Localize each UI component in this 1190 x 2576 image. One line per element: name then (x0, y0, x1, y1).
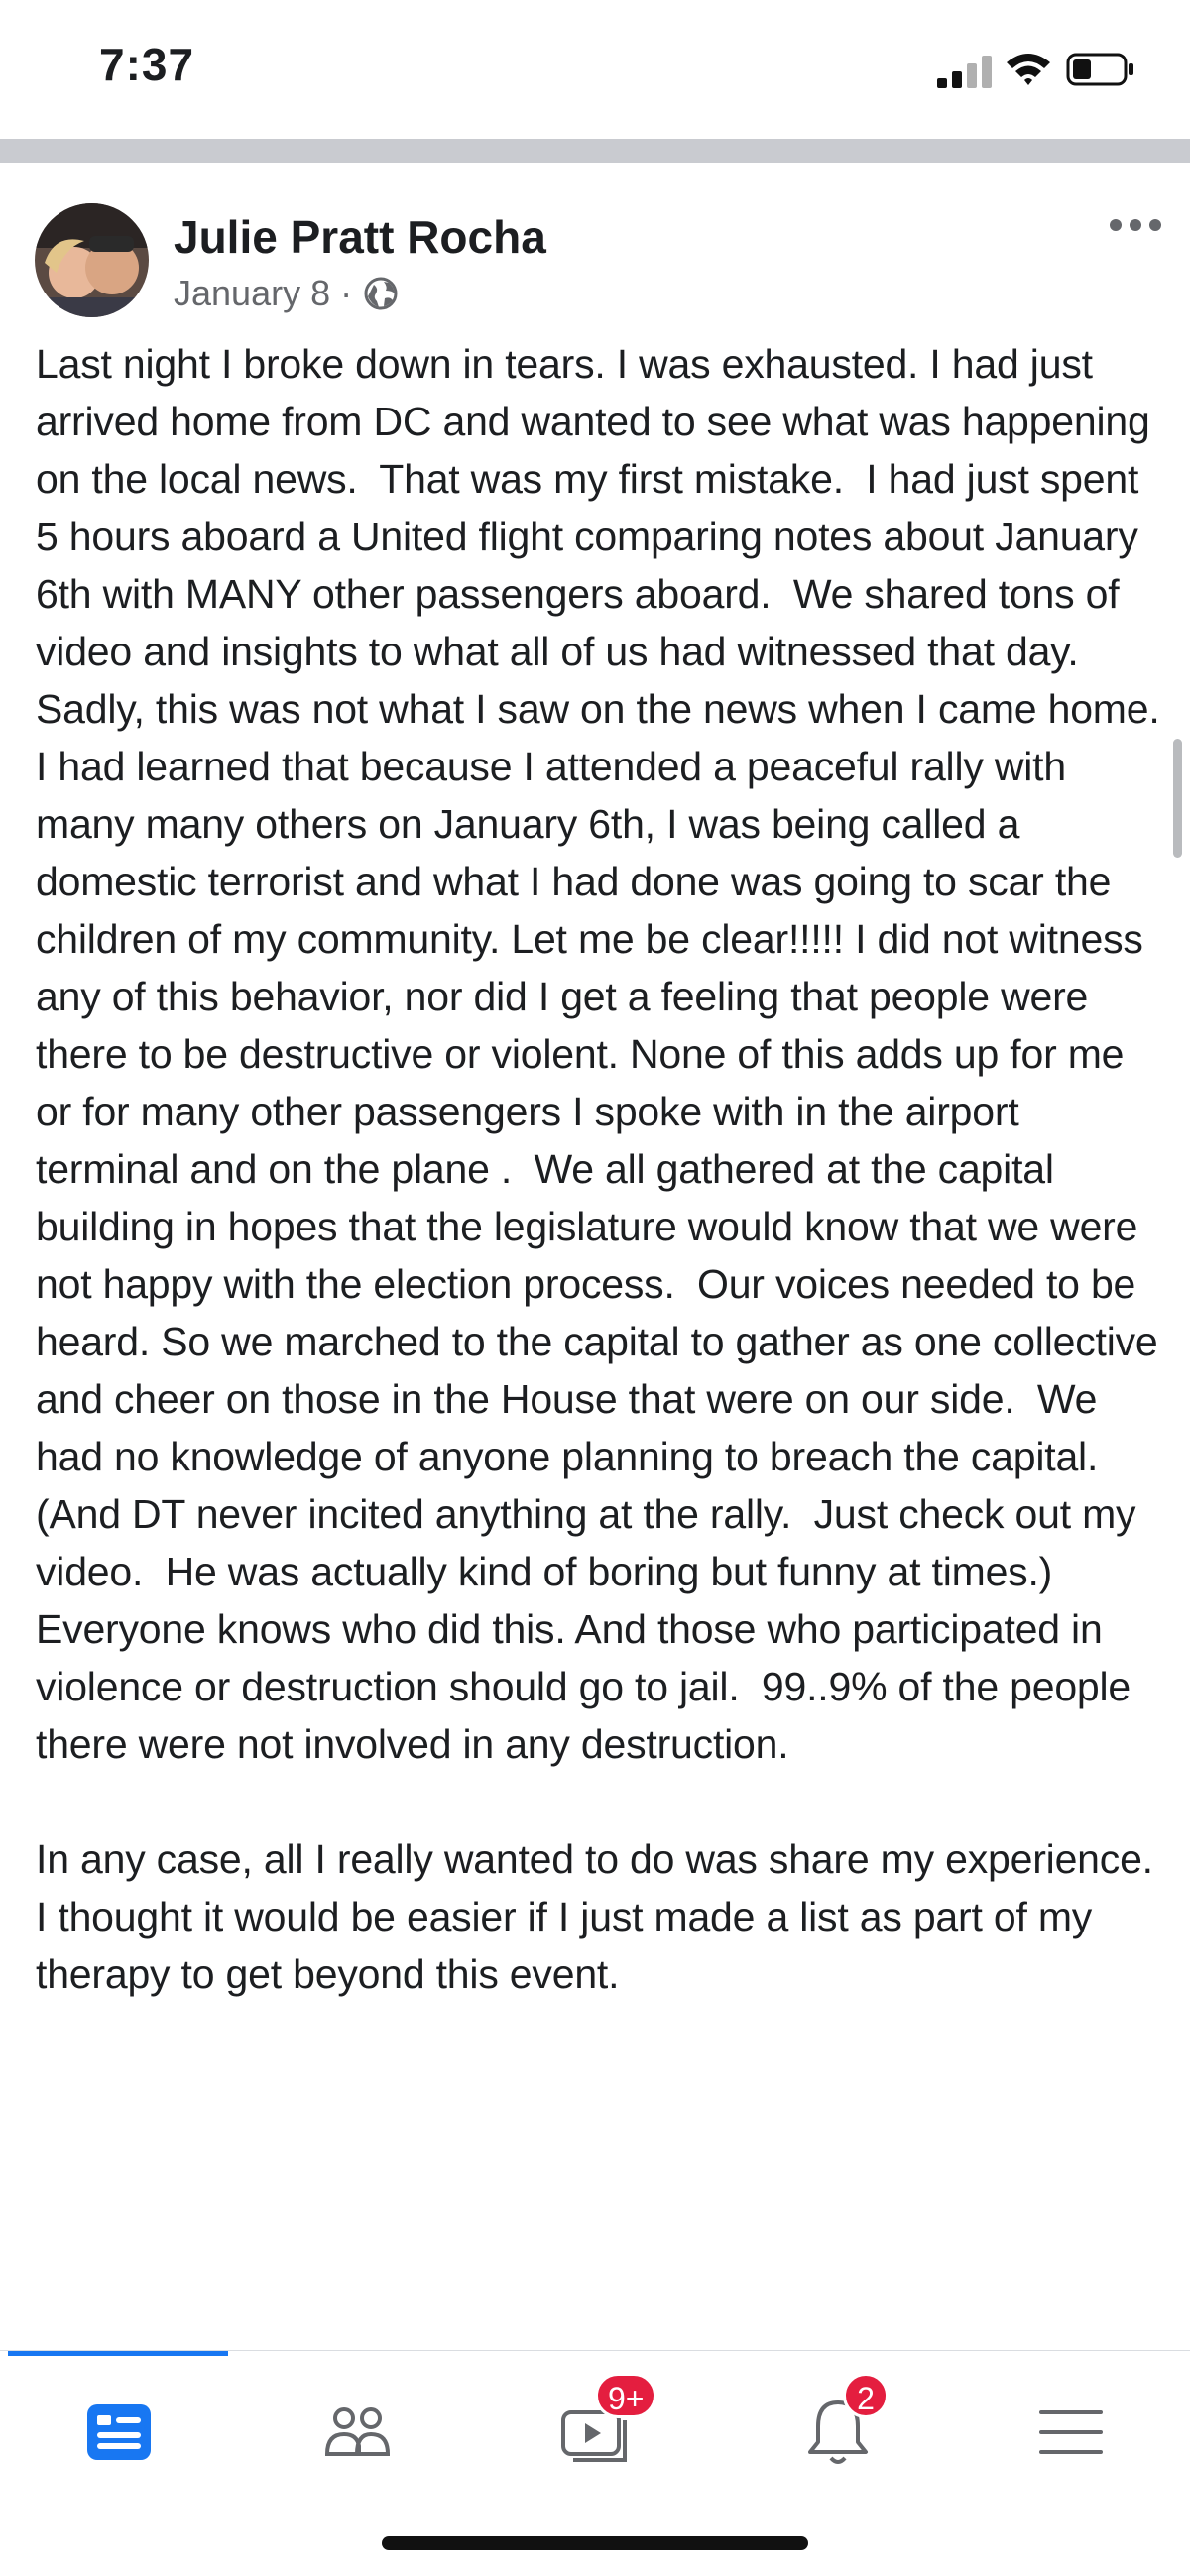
active-tab-indicator (8, 2351, 228, 2356)
news-feed-icon (69, 2381, 169, 2480)
notifications-badge: 2 (843, 2373, 889, 2418)
status-time: 7:37 (99, 39, 195, 90)
tab-news-feed[interactable] (69, 2381, 169, 2480)
bottom-tab-bar (0, 2350, 1190, 2576)
post-date[interactable]: January 8 (174, 273, 331, 313)
post-meta (174, 273, 400, 314)
tab-friends[interactable] (307, 2381, 407, 2480)
post-paragraph: Last night I broke down in tears. I was exhausted. I had just arrived home from DC and wanted to see what was happening on the local news. That was my first mistake. I had just spent 5 hours aboard a United flight comparing notes about January 6th with MANY other passengers aboard. We shared tons of video and insights to what all of us had witnessed that day. Sadly, this was not what I saw on the news when I came home. I had learned that because I attended a peaceful rally with many many others on January 6th, I was being called a domestic terrorist and what I had done was going to scar the children of my community. Let me be clear!!!!! I did not witness any of this behavior, nor did I get a feeling that people were there to be destructive or violent. None of this adds up for me or for many other passengers I spoke with in the airport terminal and on the plane . We all gathered at the capital building in hopes that the legislature would know that we were not happy with the election process. Our voices needed to be heard. So we marched to the capital to gather as one collective and cheer on those in the House that were on our side. We had no knowledge of anyone planning to breach the capital. (And DT never incited anything at the rally. Just check out my video. He was actually kind of boring but funny at times.) Everyone knows who did this. And those who participated in violence or destruction should go to jail. 99..9% of the people there were not involved in any destruction. (36, 341, 1182, 1767)
friends-icon (307, 2381, 407, 2480)
tab-watch[interactable] (545, 2381, 645, 2480)
author-name[interactable]: Julie Pratt Rocha (174, 211, 546, 263)
wifi-icon (1004, 50, 1053, 89)
home-indicator[interactable] (382, 2536, 808, 2550)
author-avatar[interactable] (35, 203, 149, 317)
globe-icon (362, 275, 400, 312)
avatar-image (35, 203, 149, 317)
watch-badge: 9+ (595, 2373, 656, 2418)
menu-icon (1021, 2381, 1121, 2480)
cellular-signal-icon (937, 55, 997, 88)
scrollbar-thumb[interactable] (1173, 739, 1182, 858)
more-options-icon[interactable] (1106, 210, 1165, 240)
feed-divider (0, 139, 1190, 163)
battery-icon (1066, 52, 1135, 87)
post-paragraph: In any case, all I really wanted to do was share my experience. I thought it would be easier if I just made a list as part of my therapy to get beyond this event. (36, 1836, 1165, 1997)
post-body (36, 335, 1182, 2003)
tab-menu[interactable] (1021, 2381, 1121, 2480)
status-bar (0, 0, 1190, 139)
meta-separator: · (340, 273, 353, 313)
tab-notifications[interactable] (788, 2381, 888, 2480)
